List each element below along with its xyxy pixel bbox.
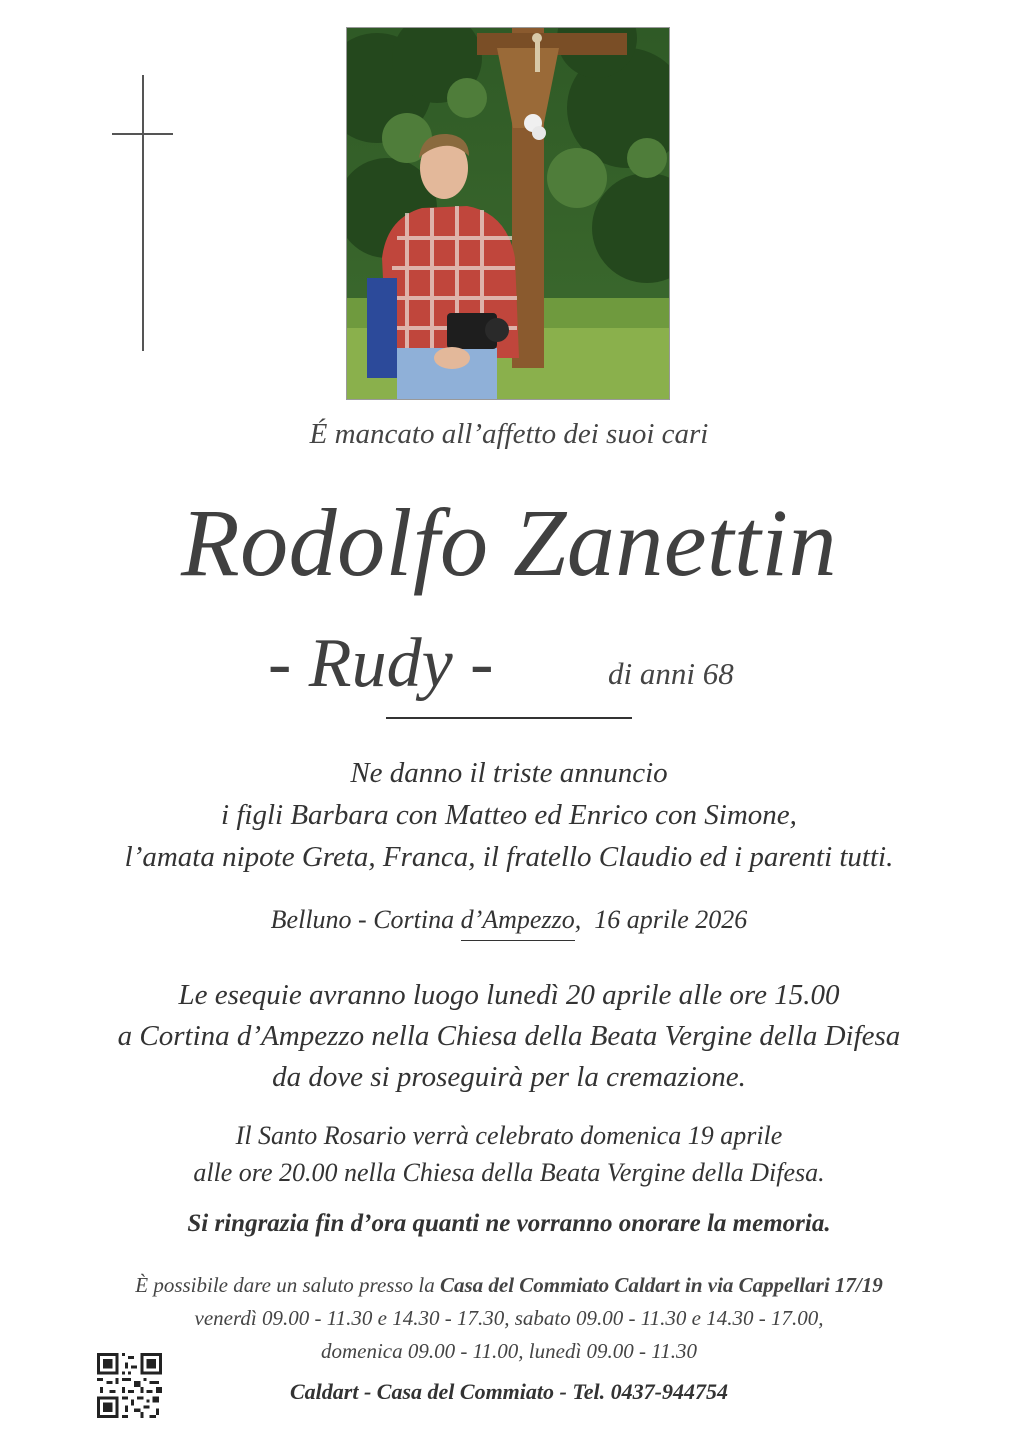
place-date bbox=[0, 905, 1018, 935]
deceased-name: Rodolfo Zanettin bbox=[181, 489, 837, 596]
funeral-line-2: a Cortina d’Ampezzo nella Chiesa della Beata Vergine della Difesa bbox=[117, 1020, 901, 1052]
divider bbox=[386, 717, 632, 719]
portrait-photo bbox=[346, 27, 670, 400]
announcement-line-1: Ne danno il triste annuncio bbox=[350, 757, 668, 789]
funeral-line-1: Le esequie avranno luogo lunedì 20 aprile alle ore 15.00 bbox=[178, 979, 840, 1011]
visiting-line-1 bbox=[0, 1268, 1018, 1302]
footer-contact: Caldart - Casa del Commiato - Tel. 0437-944754 bbox=[290, 1379, 728, 1404]
cross-horizontal-bar bbox=[112, 133, 173, 135]
thanks-text: Si ringrazia fin d’ora quanti ne vorranno onorare la memoria. bbox=[187, 1210, 831, 1237]
visiting-place: Casa del Commiato Caldart in via Cappellari 17/19 bbox=[439, 1273, 883, 1297]
rosary-line-1: Il Santo Rosario verrà celebrato domenica 19 aprile bbox=[235, 1121, 783, 1150]
place-underlined: d’Ampezzo bbox=[461, 905, 575, 941]
intro-text: É mancato all’affetto dei suoi cari bbox=[309, 418, 709, 450]
visiting-hours-1: venerdì 09.00 - 11.30 e 14.30 - 17.30, sabato 09.00 - 11.30 e 14.30 - 17.00, bbox=[194, 1306, 824, 1330]
funeral-line-3: da dove si proseguirà per la cremazione. bbox=[272, 1061, 746, 1093]
announcement-line-2: i figli Barbara con Matteo ed Enrico con Simone, bbox=[221, 799, 797, 831]
age: di anni 68 bbox=[608, 656, 734, 691]
qr-code-icon bbox=[97, 1353, 162, 1418]
rosary-line-2: alle ore 20.00 nella Chiesa della Beata Vergine della Difesa. bbox=[193, 1158, 825, 1187]
nickname: - Rudy - bbox=[268, 625, 494, 702]
announcement-line-3: l’amata nipote Greta, Franca, il fratello Claudio ed i parenti tutti. bbox=[124, 841, 894, 873]
visiting-prefix: È possibile dare un saluto presso la bbox=[135, 1273, 440, 1297]
cross-vertical-bar bbox=[142, 75, 144, 351]
place-prefix: Belluno - Cortina bbox=[270, 905, 461, 934]
date-text: , 16 aprile 2026 bbox=[574, 905, 748, 934]
portrait-illustration bbox=[347, 28, 669, 399]
visiting-hours-2: domenica 09.00 - 11.00, lunedì 09.00 - 11.30 bbox=[320, 1339, 697, 1363]
